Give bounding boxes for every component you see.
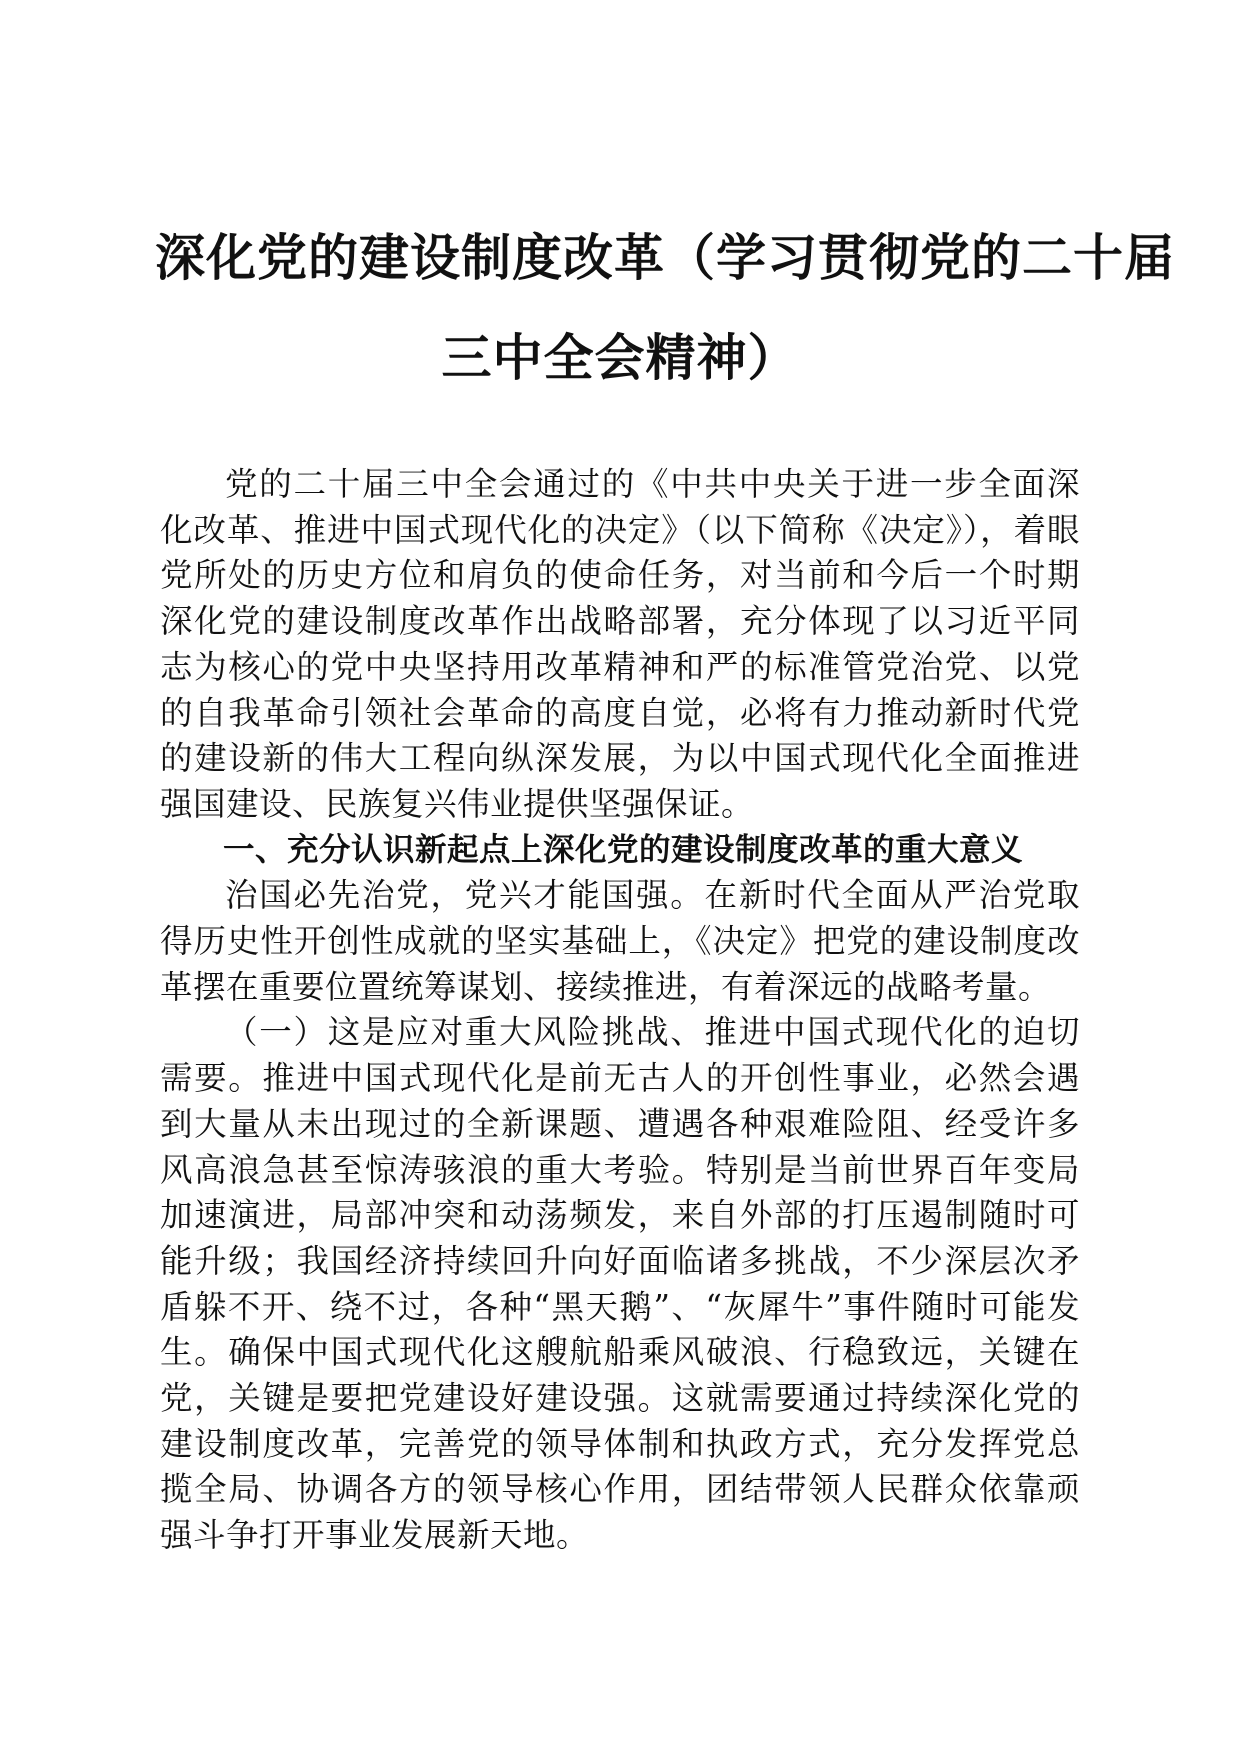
- section-heading-1: 一、充分认识新起点上深化党的建设制度改革的重大意义: [223, 831, 1024, 868]
- document-title: [155, 208, 1175, 408]
- section-1-paragraph-1: 治国必先治党，党兴才能国强。在新时代全面从严治党取得历史性开创性成就的坚实基础上，《决定》把党的建设制度改革摆在重要位置统筹谋划、接续推进，有着深远的战略考量。: [160, 876, 1080, 1006]
- title-line-2: 三中全会精神）: [441, 329, 799, 387]
- section-1-paragraph-2: （一）这是应对重大风险挑战、推进中国式现代化的迫切需要。推进中国式现代化是前无古人的开创性事业，必然会遇到大量从未出现过的全新课题、遭遇各种艰难险阻、经受许多风高浪急甚至惊涛骇浪的重大考验。特别是当前世界百年变局加速演进，局部冲突和动荡频发，来自外部的打压遏制随时可能升级；我国经济持续回升向好面临诸多挑战，不少深层次矛盾躲不开、绕不过，各种“黑天鹅”、“灰犀牛”事件随时可能发生。确保中国式现代化这艘航船乘风破浪、行稳致远，关键在党，关键是要把党建设好建设强。这就需要通过持续深化党的建设制度改革，完善党的领导体制和执政方式，充分发挥党总揽全局、协调各方的领导核心作用，团结带领人民群众依靠顽强斗争打开事业发展新天地。: [160, 1013, 1080, 1555]
- title-line-1: 深化党的建设制度改革（学习贯彻党的二十届: [155, 229, 1175, 287]
- intro-paragraph: 党的二十届三中全会通过的《中共中央关于进一步全面深化改革、推进中国式现代化的决定》（以下简称《决定》），着眼党所处的历史方位和肩负的使命任务，对当前和今后一个时期深化党的建设制度改革作出战略部署，充分体现了以习近平同志为核心的党中央坚持用改革精神和严的标准管党治党、以党的自我革命引领社会革命的高度自觉，必将有力推动新时代党的建设新的伟大工程向纵深发展，为以中国式现代化全面推进强国建设、民族复兴伟业提供坚强保证。: [160, 465, 1080, 823]
- document-body: [160, 462, 1080, 1559]
